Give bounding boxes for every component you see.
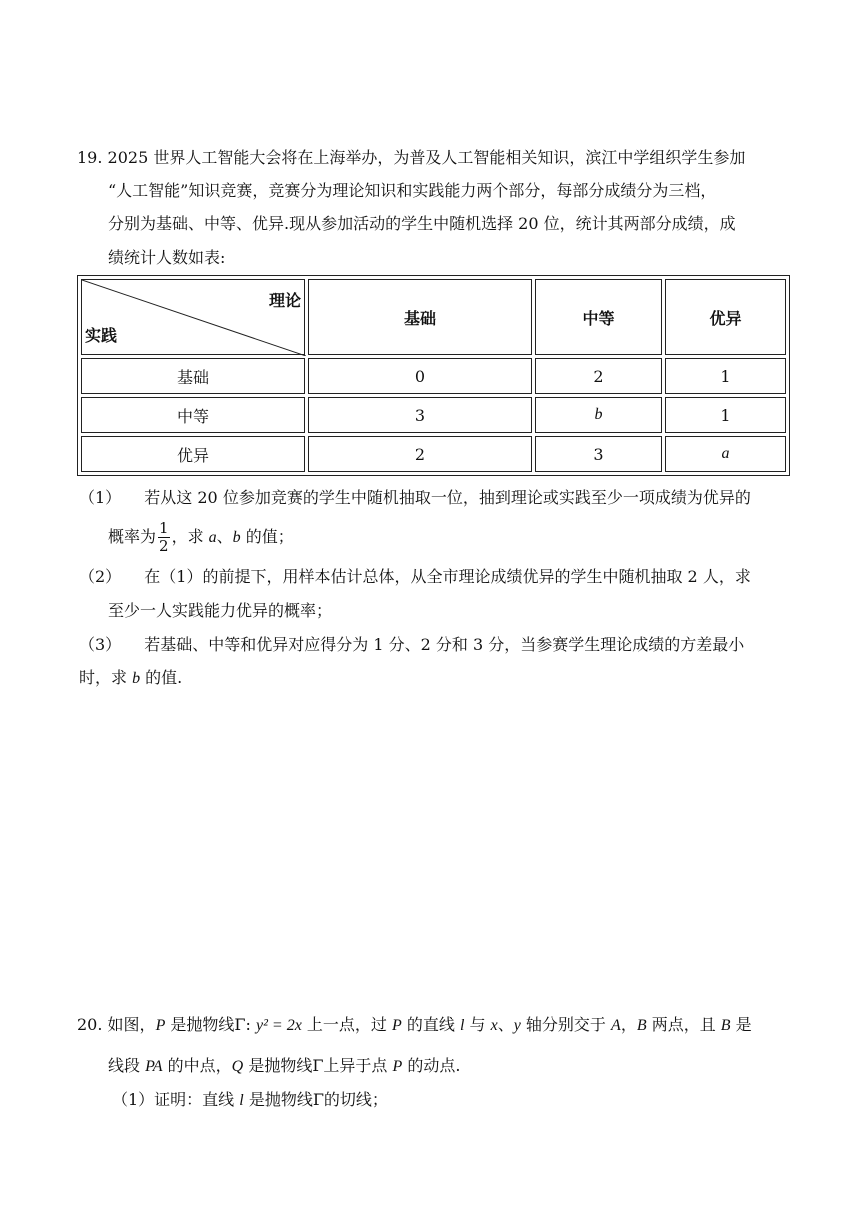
q20-text: 线段 (108, 1056, 146, 1075)
table-cell: 2 (308, 436, 532, 472)
q19-part3-line-1 (79, 635, 744, 655)
var-l: l (459, 1017, 465, 1034)
table-row (81, 358, 786, 394)
q19-number: 19. (77, 148, 103, 167)
q19-line-2: “人工智能”知识竞赛，竞赛分为理论知识和实践能力两个部分，每部分成绩分为三档， (108, 181, 717, 200)
table-cell: 0 (308, 358, 532, 394)
part1-text-b2: ，求 (171, 527, 209, 546)
part2-tag: （2） (79, 567, 122, 586)
fraction-one-half (158, 520, 170, 555)
part1-tag: （1） (79, 488, 122, 507)
table-row (81, 397, 786, 433)
var-P: P (392, 1058, 403, 1075)
q20-text: 的动点. (402, 1056, 461, 1075)
q20-text: ， (620, 1015, 637, 1034)
var-B: B (720, 1017, 731, 1034)
row-label: 中等 (81, 397, 305, 433)
q19-line-1 (77, 148, 745, 168)
table-row (81, 436, 786, 472)
var-B: B (636, 1017, 647, 1034)
table-cell: 3 (308, 397, 532, 433)
row-label: 基础 (81, 358, 305, 394)
col-header-basic: 基础 (308, 279, 532, 355)
table-header-row (81, 279, 786, 355)
q20-text: 是抛物线Γ: (165, 1015, 257, 1034)
var-PA: PA (145, 1058, 163, 1075)
q20-text: 上一点，过 (301, 1015, 392, 1034)
part1-text-b3: 、 (216, 527, 233, 546)
q19-part2-line-2: 至少一人实践能力优异的概率； (108, 601, 333, 620)
fraction-numerator: 1 (159, 519, 169, 537)
q20-text: 如图， (107, 1015, 156, 1034)
q20-text: 与 (464, 1015, 491, 1034)
col-header-excellent: 优异 (665, 279, 786, 355)
var-b: b (132, 670, 141, 687)
q20-text: 两点，且 (646, 1015, 721, 1034)
var-a: a (208, 529, 217, 546)
row-label: 优异 (81, 436, 305, 472)
q19-part1-line-2 (108, 520, 294, 555)
q19-part3-line-2 (79, 668, 182, 689)
q19-line-3: 分别为基础、中等、优异.现从参加活动的学生中随机选择 20 位，统计其两部分成绩，成 (108, 214, 736, 233)
q20-line-2 (108, 1056, 460, 1077)
corner-label-theory: 理论 (268, 291, 301, 310)
part1-text-b4: 的值； (240, 527, 294, 546)
q20-part1 (112, 1090, 388, 1111)
q20-text: 轴分别交于 (520, 1015, 612, 1034)
table-cell: 1 (665, 397, 786, 433)
q20-part1-text: 是抛物线Γ的切线； (243, 1090, 388, 1109)
table-cell: 2 (535, 358, 662, 394)
var-P: P (392, 1017, 402, 1034)
part3-text-a: 若基础、中等和优异对应得分为 1 分、2 分和 3 分，当参赛学生理论成绩的方差最小 (144, 635, 745, 654)
q20-text: 、 (497, 1015, 514, 1034)
q20-text: 的中点， (162, 1056, 232, 1075)
var-b: b (232, 529, 241, 546)
var-l: l (239, 1092, 244, 1109)
q20-line-1 (77, 1015, 752, 1036)
q20-text: 的直线 (401, 1015, 460, 1034)
part3-text-b1: 时，求 (79, 668, 133, 687)
q19-part2-line-1 (79, 567, 751, 587)
q19-part1-line-1 (79, 488, 751, 508)
q19-text-1: 2025 世界人工智能大会将在上海举办，为普及人工智能相关知识，滨江中学组织学生参加 (107, 148, 746, 167)
table-cell: 1 (665, 358, 786, 394)
part3-text-b2: 的值. (140, 668, 183, 687)
table-cell: b (535, 397, 662, 433)
q19-line-4: 绩统计人数如表: (108, 248, 226, 267)
corner-cell (81, 279, 305, 355)
var-y: y (513, 1017, 521, 1034)
var-Q: Q (231, 1058, 244, 1075)
parabola-equation: y² = 2x (256, 1017, 302, 1034)
part1-text-a: 若从这 20 位参加竞赛的学生中随机抽取一位，抽到理论或实践至少一项成绩为优异的 (144, 488, 751, 507)
var-P: P (155, 1017, 166, 1034)
table-cell: 3 (535, 436, 662, 472)
q20-part1-text: （1）证明：直线 (112, 1090, 240, 1109)
part3-tag: （3） (79, 635, 122, 654)
part2-text-a: 在（1）的前提下，用样本估计总体，从全市理论成绩优异的学生中随机抽取 2 人，求 (144, 567, 751, 586)
corner-label-practice: 实践 (85, 326, 118, 345)
col-header-medium: 中等 (535, 279, 662, 355)
part1-text-b1: 概率为 (108, 527, 157, 546)
fraction-denominator: 2 (159, 537, 169, 555)
var-A: A (611, 1017, 621, 1034)
q20-text: 是 (730, 1015, 752, 1034)
q20-text: 是抛物线Γ上异于点 (243, 1056, 393, 1075)
score-table (77, 275, 790, 476)
q20-number: 20. (77, 1015, 103, 1034)
var-x: x (490, 1017, 498, 1034)
table-cell: a (665, 436, 786, 472)
